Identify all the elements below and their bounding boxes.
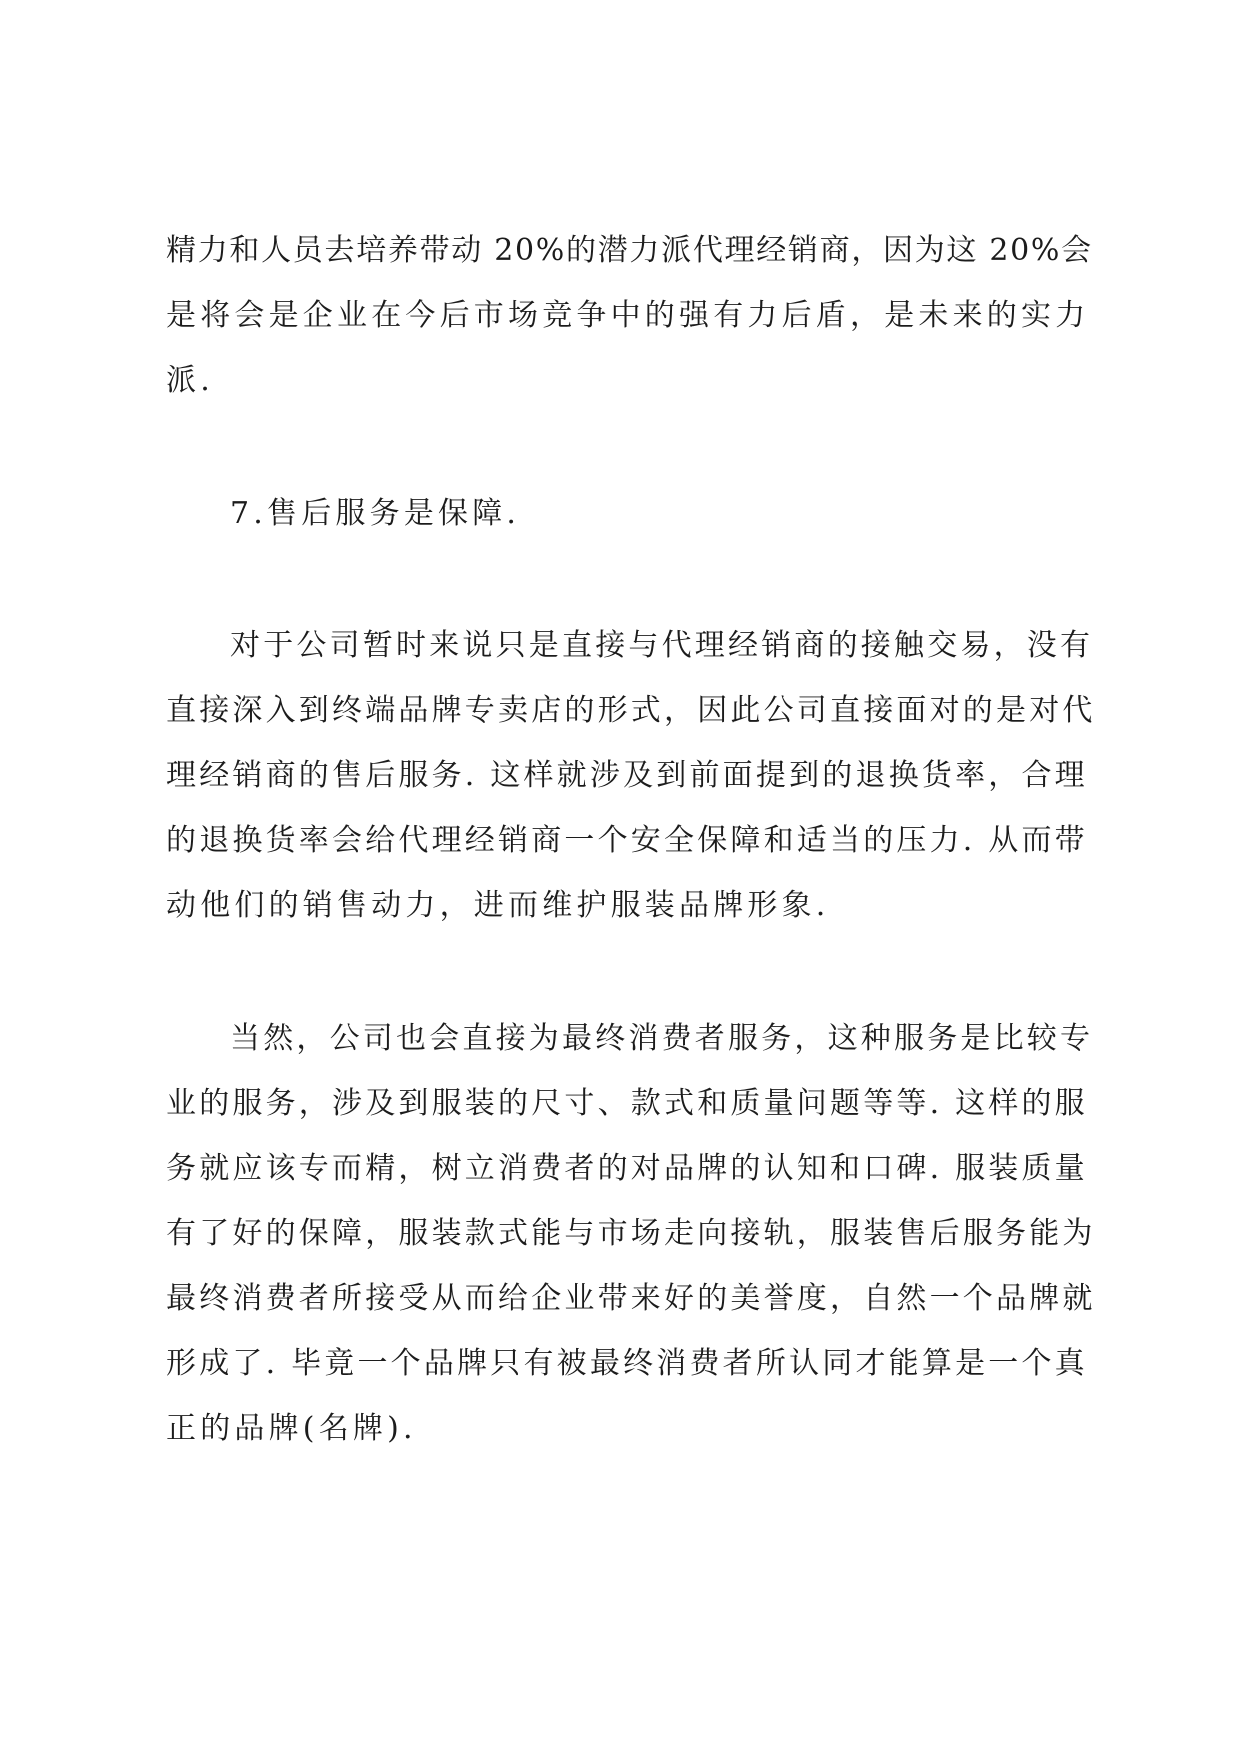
text-line: 精力和人员去培养带动 20%的潜力派代理经销商，因为这 20%会 xyxy=(166,233,1093,268)
text-line: 当然，公司也会直接为最终消费者服务，这种服务是比较专 xyxy=(230,1021,1094,1056)
section-heading: 7.售后服务是保障. xyxy=(230,496,521,531)
text-line: 最终消费者所接受从而给企业带来好的美誉度，自然一个品牌就 xyxy=(166,1281,1096,1316)
text-line: 正的品牌(名牌). xyxy=(166,1411,417,1446)
text-line: 理经销商的售后服务. 这样就涉及到前面提到的退换货率，合理 xyxy=(166,758,1088,793)
text-line: 直接深入到终端品牌专卖店的形式，因此公司直接面对的是对代 xyxy=(166,693,1096,728)
text-line: 是将会是企业在今后市场竞争中的强有力后盾，是未来的实力 xyxy=(166,298,1090,333)
text-line: 派. xyxy=(166,363,214,398)
text-line: 的退换货率会给代理经销商一个安全保障和适当的压力. 从而带 xyxy=(166,823,1088,858)
text-line: 业的服务，涉及到服装的尺寸、款式和质量问题等等. 这样的服 xyxy=(166,1086,1088,1121)
text-line: 动他们的销售动力，进而维护服装品牌形象. xyxy=(166,888,830,923)
text-line: 务就应该专而精，树立消费者的对品牌的认知和口碑. 服装质量 xyxy=(166,1151,1088,1186)
text-line: 有了好的保障，服装款式能与市场走向接轨，服装售后服务能为 xyxy=(166,1216,1096,1251)
text-line: 对于公司暂时来说只是直接与代理经销商的接触交易，没有 xyxy=(230,628,1094,663)
text-line: 形成了. 毕竟一个品牌只有被最终消费者所认同才能算是一个真 xyxy=(166,1346,1088,1381)
